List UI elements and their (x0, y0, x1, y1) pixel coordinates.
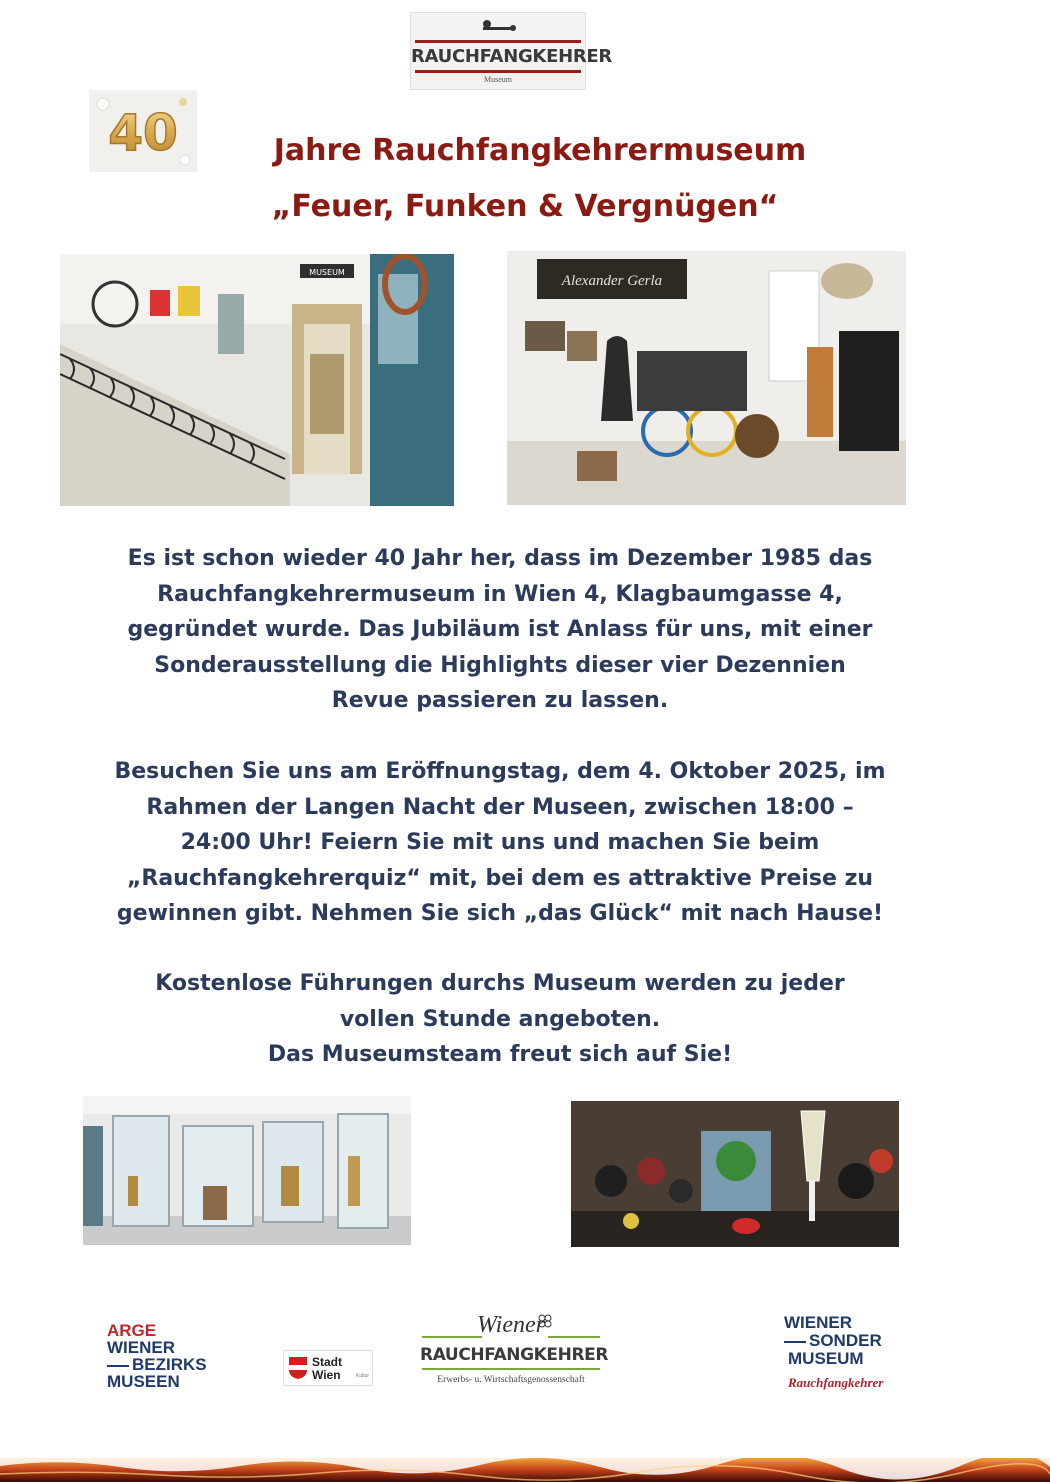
arge-line-1: ARGE (107, 1321, 157, 1340)
stadt-line-1: Stadt (312, 1355, 342, 1369)
logo-brand-text: RAUCHFANGKEHRER (411, 46, 612, 67)
wiener-rauchfangkehrer-logo (420, 1312, 609, 1392)
wsm-dash (784, 1341, 806, 1343)
photo-exhibition-room (507, 251, 906, 505)
arge-dash (107, 1365, 129, 1367)
wsm-line-2: SONDER (809, 1331, 882, 1350)
paragraph-line: Rauchfangkehrermuseum in Wien 4, Klagbaumgasse 4, (157, 581, 843, 607)
wsm-line-1: WIENER (784, 1313, 852, 1332)
arge-wiener-bezirksmuseen-logo (107, 1322, 237, 1400)
wsm-line-3: MUSEUM (788, 1349, 864, 1368)
stadt-kultur: Kultur (356, 1373, 370, 1379)
page-title-line-1: Jahre Rauchfangkehrermuseum (273, 133, 807, 168)
paragraph-line: gegründet wurde. Das Jubiläum ist Anlass für uns, mit einer (127, 617, 873, 642)
wrk-script: Wiener (477, 1312, 545, 1338)
paragraph-line: Sonderausstellung die Highlights dieser vier Dezennien (154, 652, 846, 678)
logo-rule-bottom (415, 70, 581, 73)
wsm-line-4: Rauchfangkehrer (788, 1375, 884, 1390)
svg-text:MUSEUM: MUSEUM (309, 268, 345, 277)
arge-line-3: BEZIRKS (132, 1355, 207, 1374)
paragraph-line: gewinnen gibt. Nehmen Sie sich „das Glück“ mit nach Hause! (116, 901, 884, 926)
paragraph-line: 24:00 Uhr! Feiern Sie mit uns und machen Sie beim (180, 830, 820, 855)
paragraph-line: Kostenlose Führungen durchs Museum werden zu jeder (155, 971, 845, 996)
intro-paragraph (60, 541, 940, 719)
wiener-sondermuseum-logo (784, 1314, 914, 1398)
page-title-line-2: „Feuer, Funken & Vergnügen“ (271, 189, 779, 224)
clover-icon (538, 1314, 552, 1328)
arge-line-4: MUSEEN (107, 1372, 180, 1391)
photo-lucky-charms (571, 1101, 899, 1247)
svg-text:Alexander Gerla: Alexander Gerla (561, 273, 663, 289)
paragraph-line: Revue passieren zu lassen. (331, 688, 669, 713)
photo-museum-entrance (60, 254, 454, 506)
paragraph-line: Rahmen der Langen Nacht der Museen, zwischen 18:00 – (146, 794, 854, 820)
stadt-wien-logo (283, 1350, 373, 1386)
fire-banner (0, 1458, 1050, 1482)
logo-rule-green (422, 1368, 600, 1370)
wrk-brand: RAUCHFANGKEHRER (420, 1345, 609, 1365)
paragraph-line: Es ist schon wieder 40 Jahr her, dass im Dezember 1985 das (127, 546, 873, 571)
rauchfangkehrer-museum-logo (410, 12, 612, 90)
chimney-sweep-icon (477, 19, 519, 33)
arge-line-2: WIENER (107, 1338, 175, 1357)
paragraph-line: „Rauchfangkehrerquiz“ mit, bei dem es attraktive Preise zu (126, 865, 874, 891)
paragraph-line: Besuchen Sie uns am Eröffnungstag, dem 4. Oktober 2025, im (114, 759, 886, 784)
logo-sub-text: Museum (484, 75, 512, 84)
logo-rule-top (415, 40, 581, 43)
paragraph-line: Das Museumsteam freut sich auf Sie! (267, 1042, 733, 1067)
stadt-line-2: Wien (312, 1368, 341, 1382)
vienna-shield-icon (288, 1356, 308, 1380)
wrk-sub: Erwerbs- u. Wirtschaftsgenossenschaft (437, 1375, 585, 1385)
paragraph-line: vollen Stunde angeboten. (339, 1006, 661, 1032)
event-paragraph (60, 754, 940, 932)
svg-text:40: 40 (108, 104, 178, 162)
tours-paragraph (60, 966, 940, 1073)
photo-display-cases (83, 1096, 411, 1245)
